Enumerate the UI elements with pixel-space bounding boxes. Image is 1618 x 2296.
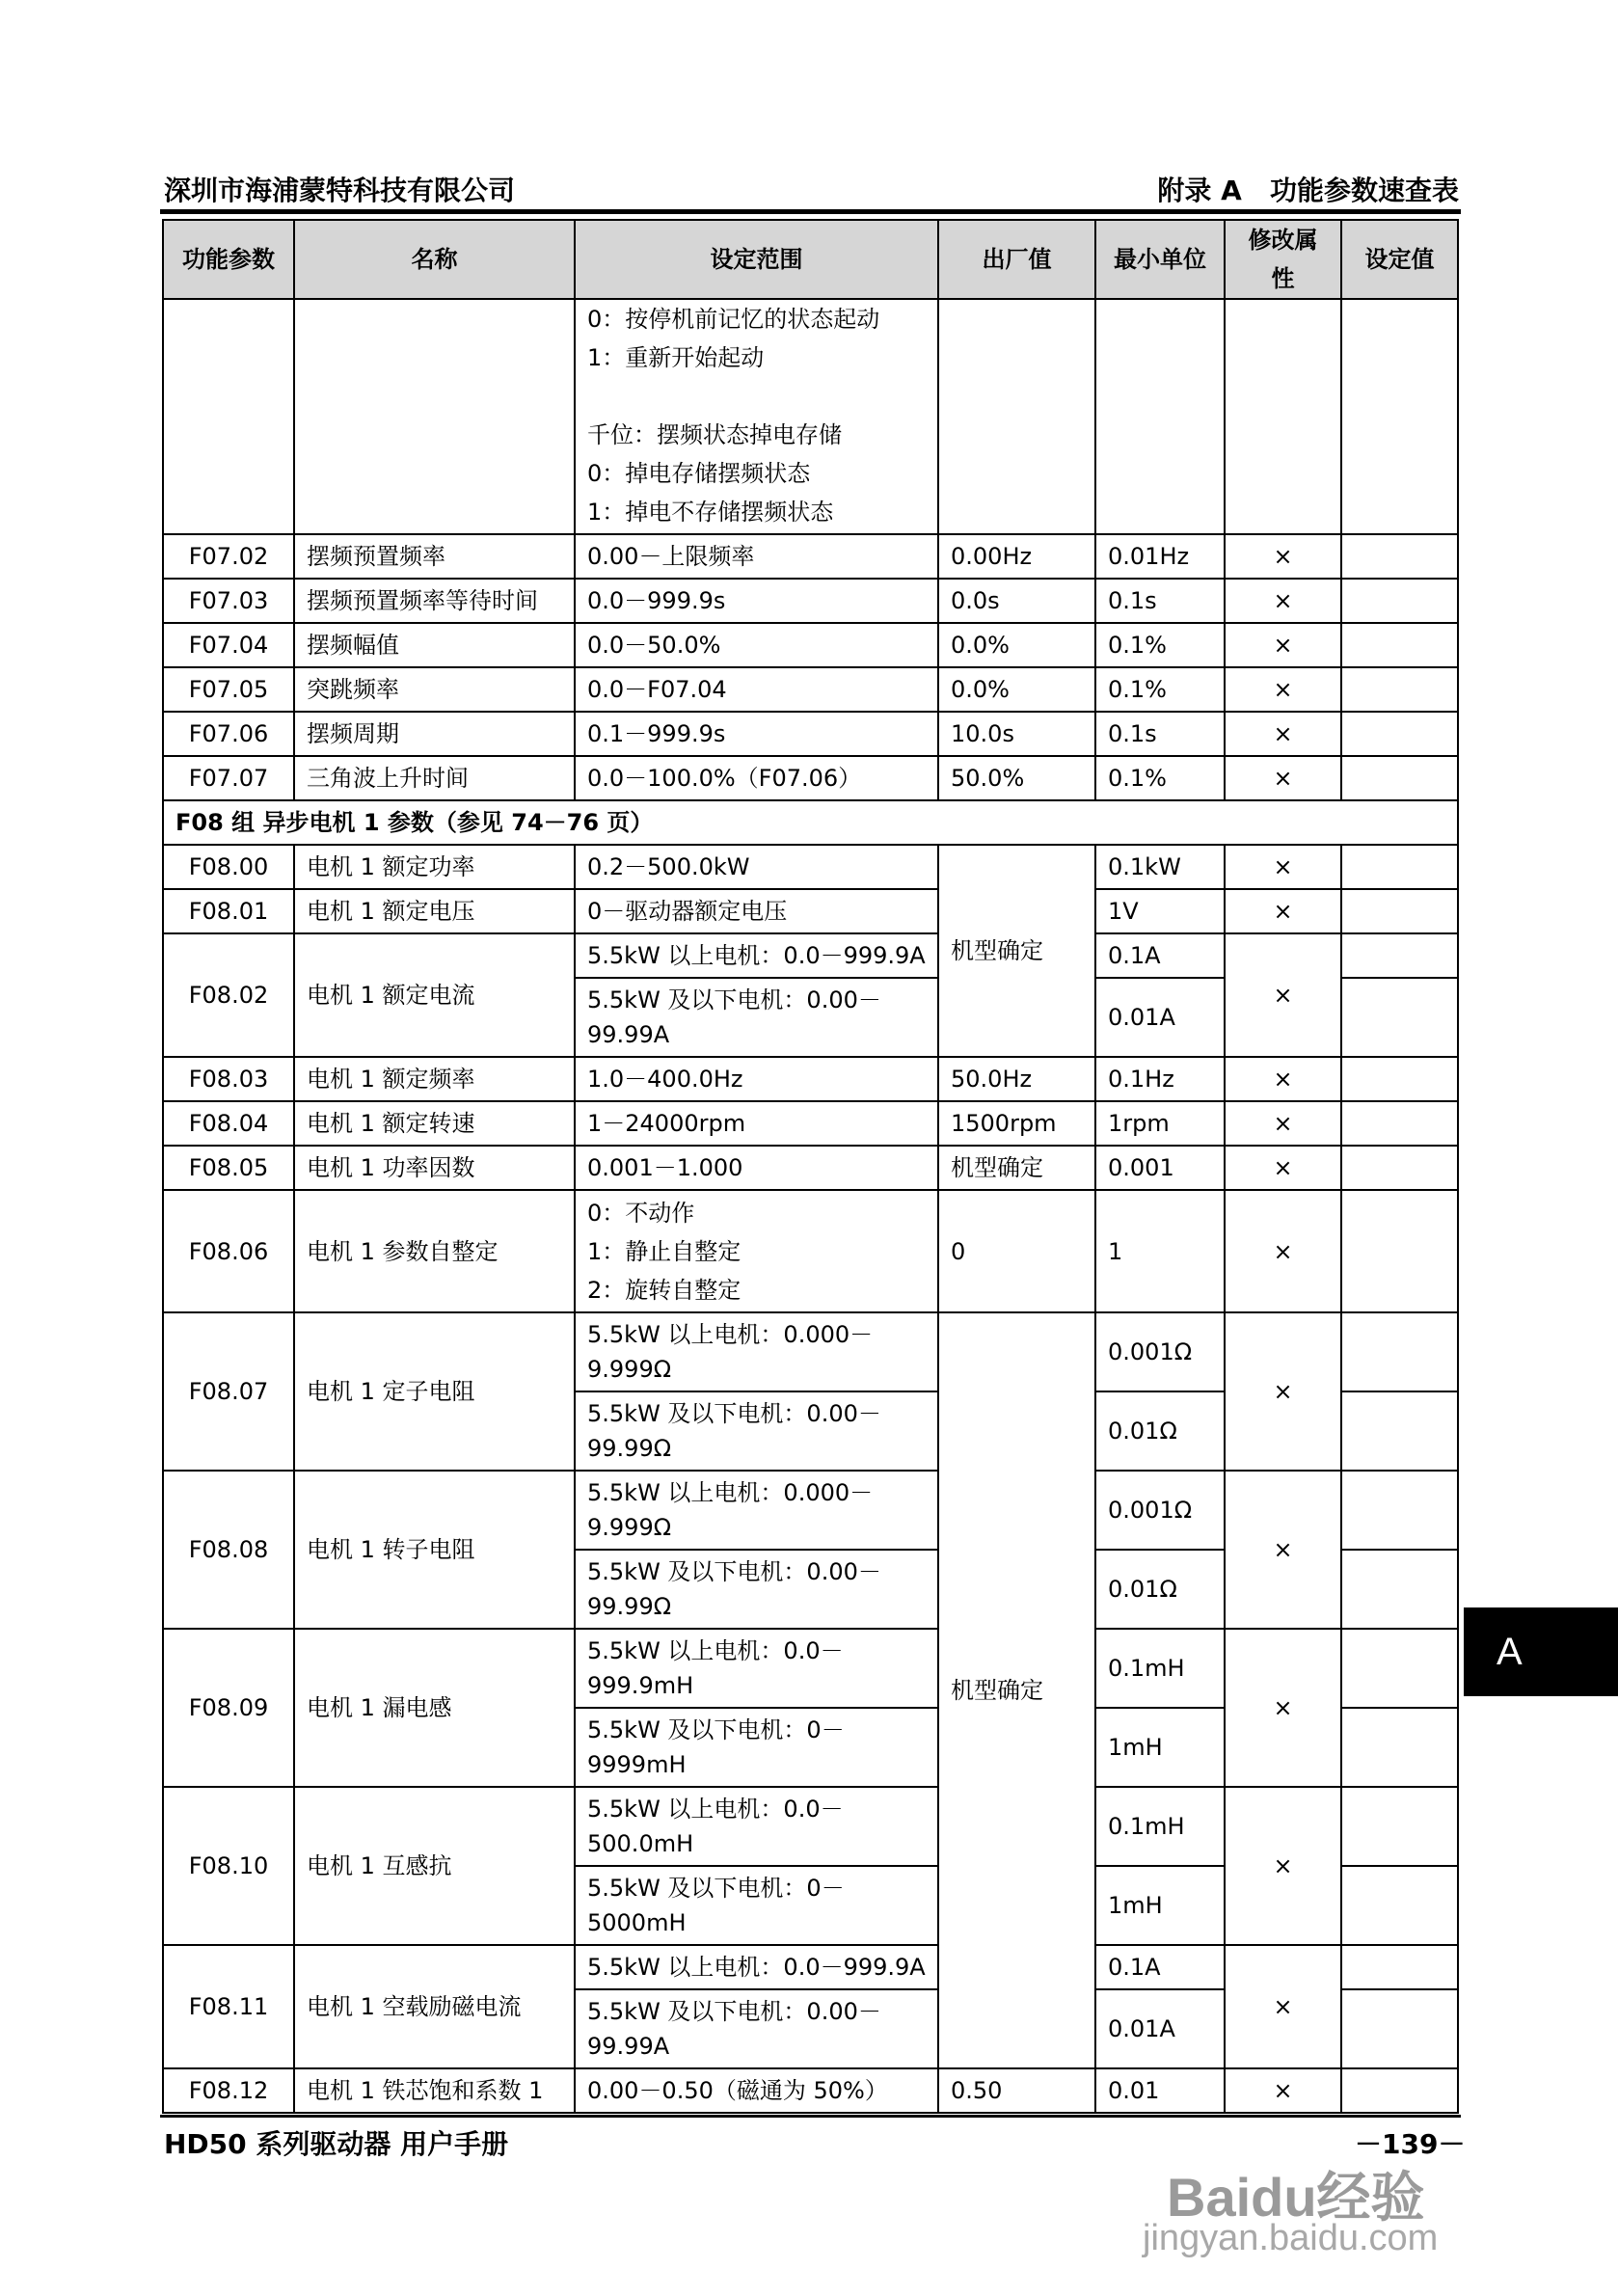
param-code: F07.05	[163, 667, 294, 712]
param-unit: 1mH	[1095, 1866, 1225, 1945]
param-default-merged: 机型确定	[938, 845, 1095, 1057]
param-setting	[1341, 978, 1458, 1057]
footer-rule	[160, 2115, 1461, 2118]
param-range: 5.5kW 以上电机：0.0－999.9A	[575, 1945, 938, 1989]
param-attr: ×	[1225, 1057, 1341, 1101]
param-name: 电机 1 额定电流	[294, 933, 575, 1057]
param-attr: ×	[1225, 889, 1341, 933]
param-range: 0－驱动器额定电压	[575, 889, 938, 933]
param-range: 0.0－999.9s	[575, 579, 938, 623]
param-default: 0.50	[938, 2068, 1095, 2113]
param-attr: ×	[1225, 1190, 1341, 1312]
table-row	[163, 1629, 1458, 1708]
param-name: 电机 1 功率因数	[294, 1146, 575, 1190]
param-unit: 0.1A	[1095, 933, 1225, 978]
param-default: 10.0s	[938, 712, 1095, 756]
param-unit: 0.001Ω	[1095, 1312, 1225, 1391]
param-range: 0.2－500.0kW	[575, 845, 938, 889]
param-range: 0.0－F07.04	[575, 667, 938, 712]
section-title: 附录 A 功能参数速查表	[1157, 175, 1459, 206]
param-unit: 0.1A	[1095, 1945, 1225, 1989]
table-row	[163, 1190, 1458, 1312]
param-code: F08.10	[163, 1787, 294, 1945]
param-attr: ×	[1225, 1146, 1341, 1190]
param-name: 电机 1 额定转速	[294, 1101, 575, 1146]
param-attr: ×	[1225, 623, 1341, 667]
col-header: 设定范围	[575, 220, 938, 299]
param-name: 突跳频率	[294, 667, 575, 712]
table-row	[163, 1471, 1458, 1550]
param-code: F08.08	[163, 1471, 294, 1629]
param-code: F07.03	[163, 579, 294, 623]
param-setting	[1341, 889, 1458, 933]
param-range: 5.5kW 及以下电机：0.00－99.99Ω	[575, 1391, 938, 1471]
param-range: 0.00－上限频率	[575, 534, 938, 579]
param-name: 摆频周期	[294, 712, 575, 756]
param-code: F08.00	[163, 845, 294, 889]
param-default-merged: 机型确定	[938, 1312, 1095, 2068]
table-row	[163, 712, 1458, 756]
table-row	[163, 1057, 1458, 1101]
param-unit: 0.01Ω	[1095, 1550, 1225, 1629]
page-header	[164, 170, 1459, 208]
param-unit: 0.01Ω	[1095, 1391, 1225, 1471]
param-setting	[1341, 579, 1458, 623]
range-cell: 0：按停机前记忆的状态起动 1：重新开始起动 千位：摆频状态掉电存储 0：掉电存储摆频状态 1：掉电不存储摆频状态	[575, 299, 938, 534]
param-setting	[1341, 1190, 1458, 1312]
table-row	[163, 1945, 1458, 1989]
param-range: 5.5kW 及以下电机：0.00－99.99Ω	[575, 1550, 938, 1629]
param-default: 50.0Hz	[938, 1057, 1095, 1101]
header-rule	[160, 209, 1461, 214]
param-code: F07.06	[163, 712, 294, 756]
param-unit: 1rpm	[1095, 1101, 1225, 1146]
param-range: 0.00－0.50（磁通为 50%）	[575, 2068, 938, 2113]
param-attr: ×	[1225, 1945, 1341, 2068]
param-code: F08.11	[163, 1945, 294, 2068]
watermark-brand: Baidu经验	[1167, 2167, 1425, 2228]
param-name: 电机 1 额定电压	[294, 889, 575, 933]
table-row	[163, 667, 1458, 712]
param-range: 5.5kW 及以下电机：0－5000mH	[575, 1866, 938, 1945]
param-setting	[1341, 933, 1458, 978]
param-default: 机型确定	[938, 1146, 1095, 1190]
param-unit: 0.1%	[1095, 667, 1225, 712]
param-setting	[1341, 756, 1458, 800]
param-code: F08.07	[163, 1312, 294, 1471]
param-range: 5.5kW 以上电机：0.000－9.999Ω	[575, 1312, 938, 1391]
company-name: 深圳市海浦蒙特科技有限公司	[164, 175, 516, 206]
table-row	[163, 889, 1458, 933]
param-default: 0.00Hz	[938, 534, 1095, 579]
param-attr: ×	[1225, 534, 1341, 579]
watermark-url: jingyan.baidu.com	[1143, 2218, 1439, 2258]
table-header-row	[163, 220, 1458, 299]
param-setting	[1341, 1471, 1458, 1550]
param-setting	[1341, 1708, 1458, 1787]
col-header: 出厂值	[938, 220, 1095, 299]
param-setting	[1341, 1146, 1458, 1190]
group-heading-row	[163, 800, 1458, 845]
param-code: F07.04	[163, 623, 294, 667]
group-heading: F08 组 异步电机 1 参数（参见 74－76 页）	[163, 800, 1458, 845]
table-row	[163, 579, 1458, 623]
param-attr: ×	[1225, 933, 1341, 1057]
param-setting	[1341, 1101, 1458, 1146]
param-name: 摆频预置频率等待时间	[294, 579, 575, 623]
param-attr: ×	[1225, 579, 1341, 623]
param-unit: 0.001	[1095, 1146, 1225, 1190]
param-setting	[1341, 1550, 1458, 1629]
param-name: 电机 1 额定频率	[294, 1057, 575, 1101]
table-row	[163, 933, 1458, 978]
param-setting	[1341, 1989, 1458, 2068]
param-setting	[1341, 1057, 1458, 1101]
param-name: 电机 1 参数自整定	[294, 1190, 575, 1312]
param-unit: 1V	[1095, 889, 1225, 933]
param-unit: 1mH	[1095, 1708, 1225, 1787]
param-attr: ×	[1225, 1471, 1341, 1629]
param-unit: 0.1kW	[1095, 845, 1225, 889]
param-code: F08.09	[163, 1629, 294, 1787]
table-row	[163, 845, 1458, 889]
param-unit: 0.001Ω	[1095, 1471, 1225, 1550]
param-range: 5.5kW 及以下电机：0.00－99.99A	[575, 1989, 938, 2068]
param-unit: 0.1mH	[1095, 1629, 1225, 1708]
param-range: 5.5kW 以上电机：0.0－500.0mH	[575, 1787, 938, 1866]
param-unit: 0.1s	[1095, 712, 1225, 756]
param-code: F08.06	[163, 1190, 294, 1312]
param-code: F08.02	[163, 933, 294, 1057]
param-setting	[1341, 2068, 1458, 2113]
param-unit: 0.1Hz	[1095, 1057, 1225, 1101]
param-unit: 0.1s	[1095, 579, 1225, 623]
param-code: F07.02	[163, 534, 294, 579]
param-range: 5.5kW 及以下电机：0－9999mH	[575, 1708, 938, 1787]
param-default: 0	[938, 1190, 1095, 1312]
table-row	[163, 623, 1458, 667]
param-name: 电机 1 转子电阻	[294, 1471, 575, 1629]
param-name: 摆频预置频率	[294, 534, 575, 579]
param-range: 5.5kW 以上电机：0.000－9.999Ω	[575, 1471, 938, 1550]
param-name: 电机 1 空载励磁电流	[294, 1945, 575, 2068]
param-unit: 0.01A	[1095, 1989, 1225, 2068]
param-range: 1－24000rpm	[575, 1101, 938, 1146]
param-default: 1500rpm	[938, 1101, 1095, 1146]
param-setting	[1341, 712, 1458, 756]
param-setting	[1341, 1391, 1458, 1471]
param-unit: 0.1%	[1095, 756, 1225, 800]
param-setting	[1341, 845, 1458, 889]
param-attr: ×	[1225, 2068, 1341, 2113]
param-setting	[1341, 1945, 1458, 1989]
param-attr: ×	[1225, 1101, 1341, 1146]
param-default: 0.0%	[938, 623, 1095, 667]
param-name: 电机 1 额定功率	[294, 845, 575, 889]
param-range: 0.0－50.0%	[575, 623, 938, 667]
param-name: 电机 1 互感抗	[294, 1787, 575, 1945]
param-name: 电机 1 漏电感	[294, 1629, 575, 1787]
col-header: 功能参数	[163, 220, 294, 299]
param-attr: ×	[1225, 667, 1341, 712]
table-row	[163, 1146, 1458, 1190]
table-row	[163, 1101, 1458, 1146]
param-range: 5.5kW 以上电机：0.0－999.9mH	[575, 1629, 938, 1708]
param-range: 0.0－100.0%（F07.06）	[575, 756, 938, 800]
table-row	[163, 299, 1458, 534]
param-setting	[1341, 1866, 1458, 1945]
param-name: 三角波上升时间	[294, 756, 575, 800]
param-setting	[1341, 1787, 1458, 1866]
param-unit: 0.01A	[1095, 978, 1225, 1057]
param-setting	[1341, 1629, 1458, 1708]
param-unit: 1	[1095, 1190, 1225, 1312]
table-row	[163, 2068, 1458, 2113]
param-default: 0.0%	[938, 667, 1095, 712]
param-attr: ×	[1225, 1629, 1341, 1787]
param-setting	[1341, 623, 1458, 667]
param-default: 0.0s	[938, 579, 1095, 623]
param-range: 0.1－999.9s	[575, 712, 938, 756]
param-name: 摆频幅值	[294, 623, 575, 667]
param-unit: 0.1%	[1095, 623, 1225, 667]
param-code: F07.07	[163, 756, 294, 800]
param-setting	[1341, 1312, 1458, 1391]
param-code: F08.03	[163, 1057, 294, 1101]
parameter-table	[162, 219, 1459, 2114]
param-code: F08.04	[163, 1101, 294, 1146]
param-attr: ×	[1225, 1312, 1341, 1471]
param-attr: ×	[1225, 845, 1341, 889]
param-name: 电机 1 铁芯饱和系数 1	[294, 2068, 575, 2113]
param-unit: 0.1mH	[1095, 1787, 1225, 1866]
param-code: F08.05	[163, 1146, 294, 1190]
col-header: 设定值	[1341, 220, 1458, 299]
param-unit: 0.01	[1095, 2068, 1225, 2113]
param-attr: ×	[1225, 1787, 1341, 1945]
manual-title: HD50 系列驱动器 用户手册	[164, 2128, 509, 2160]
param-range: 1.0－400.0Hz	[575, 1057, 938, 1101]
col-header: 名称	[294, 220, 575, 299]
param-attr: ×	[1225, 756, 1341, 800]
col-header: 最小单位	[1095, 220, 1225, 299]
param-unit: 0.01Hz	[1095, 534, 1225, 579]
param-range: 0.001－1.000	[575, 1146, 938, 1190]
param-name: 电机 1 定子电阻	[294, 1312, 575, 1471]
param-attr: ×	[1225, 712, 1341, 756]
table-row	[163, 1312, 1458, 1391]
page-number: －139－	[1355, 2128, 1466, 2160]
param-setting	[1341, 667, 1458, 712]
param-range: 5.5kW 及以下电机：0.00－99.99A	[575, 978, 938, 1057]
param-default: 50.0%	[938, 756, 1095, 800]
table-row	[163, 1787, 1458, 1866]
param-range: 0：不动作 1：静止自整定 2：旋转自整定	[575, 1190, 938, 1312]
param-range: 5.5kW 以上电机：0.0－999.9A	[575, 933, 938, 978]
param-setting	[1341, 534, 1458, 579]
param-code: F08.01	[163, 889, 294, 933]
table-row	[163, 534, 1458, 579]
appendix-tab: A	[1464, 1607, 1618, 1696]
param-code: F08.12	[163, 2068, 294, 2113]
table-row	[163, 756, 1458, 800]
col-header: 修改属性	[1225, 220, 1341, 299]
